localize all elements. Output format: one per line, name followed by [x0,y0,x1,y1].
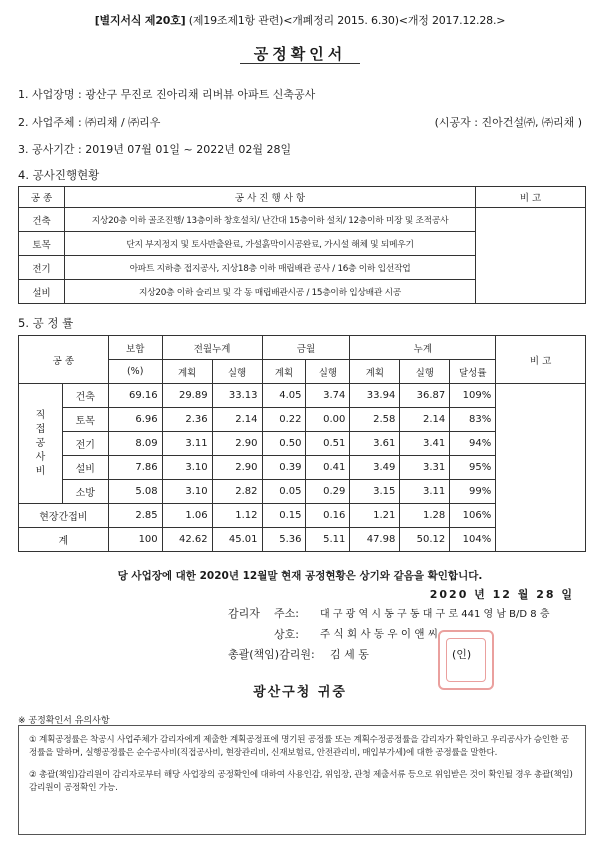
cell-cum-actual: 3.31 [400,456,450,480]
header-weight: 보합 [108,336,162,360]
cell-rate: 99% [450,480,496,504]
cell-prev-actual: 45.01 [212,528,262,552]
cell-cum-actual: 1.28 [400,504,450,528]
cell-prev-actual: 2.14 [212,408,262,432]
cell-month-plan: 5.36 [262,528,306,552]
firm-name: 주 식 회 사 동 우 이 앤 씨 [320,628,438,640]
cell-cum-actual: 2.14 [400,408,450,432]
cell-cum-actual: 3.41 [400,432,450,456]
chief-label: 총괄(책임)감리원: [228,648,315,661]
cell-prev-actual: 2.90 [212,432,262,456]
row-name: 계 [19,528,109,552]
header-actual: 실행 [306,360,350,384]
section4-title: 4. 공사진행현황 [18,168,100,182]
row-note [476,208,586,304]
cell-cum-plan: 3.49 [350,456,400,480]
direct-char: 직 [35,409,46,421]
cell-note [496,384,586,552]
cell-prev-actual: 1.12 [212,504,262,528]
cell-cum-plan: 2.58 [350,408,400,432]
header-plan: 계획 [350,360,400,384]
header-actual: 실행 [212,360,262,384]
construction-period: 3. 공사기간 : 2019년 07월 01일 ~ 2022년 02월 28일 [18,143,292,156]
header-cum: 누계 [350,336,496,360]
cell-weight: 7.86 [108,456,162,480]
cell-cum-plan: 47.98 [350,528,400,552]
header-progress: 공 사 진 행 사 항 [65,187,476,208]
progress-status-table [18,186,586,304]
cell-prev-plan: 29.89 [162,384,212,408]
cell-prev-actual: 33.13 [212,384,262,408]
row-name: 전기 [62,432,108,456]
direct-char: 접 [35,423,46,435]
cell-weight: 69.16 [108,384,162,408]
header-prev-cum: 전월누계 [162,336,262,360]
table-header-row [19,336,586,360]
chief-name: 김 세 동 [330,648,369,661]
cell-cum-actual: 50.12 [400,528,450,552]
direct-cost-label [19,384,63,504]
cell-cum-actual: 36.87 [400,384,450,408]
cell-month-plan: 4.05 [262,384,306,408]
header-plan: 계획 [162,360,212,384]
header-category: 공 종 [19,187,65,208]
cell-month-actual: 3.74 [306,384,350,408]
notes-box [18,725,586,835]
cell-weight: 5.08 [108,480,162,504]
cell-month-plan: 0.05 [262,480,306,504]
title-underline [240,63,360,64]
cell-rate: 106% [450,504,496,528]
row-description: 지상20층 이하 슬리브 및 각 동 매립배관시공 / 15층이하 입상배관 시공 [65,280,476,304]
cell-month-plan: 0.50 [262,432,306,456]
cell-rate: 109% [450,384,496,408]
form-revision: (제19조제1항 관련)<개폐정리 2015. 6.30)<개정 2017.12.28.> [185,14,506,27]
progress-rate-table [18,335,586,552]
recipient-office: 광산구청 귀중 [253,685,347,700]
cell-weight: 6.96 [108,408,162,432]
cell-month-actual: 0.41 [306,456,350,480]
supervisor-label: 감리자 [228,607,260,620]
issue-date: 2020 년 12 월 28 일 [429,588,574,601]
row-name: 설비 [62,456,108,480]
cell-prev-plan: 3.11 [162,432,212,456]
note-item: ② 총괄(책임)감리원이 감리자로부터 해당 사업장의 공정확인에 대하여 사용인감, 위임장, 관청 제출서류 등으로 위임받은 것이 확인될 경우 총괄(책임)감리원이 공정확인 가능. [29,770,573,793]
seal-mark: (인) [452,648,472,661]
cell-weight: 8.09 [108,432,162,456]
cell-month-actual: 0.29 [306,480,350,504]
row-description: 지상20층 이하 골조진행/ 13층이하 창호설치/ 난간대 15층이하 설치/ 12층이하 미장 및 조적공사 [65,208,476,232]
cell-month-actual: 0.16 [306,504,350,528]
table-row [19,208,586,232]
business-owner: 2. 사업주체 : ㈜리채 / ㈜리우 [18,116,161,129]
firm-label: 상호: [274,628,299,641]
cell-prev-plan: 3.10 [162,480,212,504]
seal-inner-border [446,638,486,682]
address-label: 주소: [274,607,299,620]
site-name: 1. 사업장명 : 광산구 무진로 진아리채 리버뷰 아파트 신축공사 [18,88,316,101]
row-category: 토목 [19,232,65,256]
cell-cum-plan: 33.94 [350,384,400,408]
cell-weight: 2.85 [108,504,162,528]
cell-month-actual: 5.11 [306,528,350,552]
cell-month-plan: 0.22 [262,408,306,432]
cell-rate: 104% [450,528,496,552]
cell-rate: 95% [450,456,496,480]
cell-prev-plan: 1.06 [162,504,212,528]
cell-prev-plan: 42.62 [162,528,212,552]
cell-prev-plan: 3.10 [162,456,212,480]
cell-month-plan: 0.15 [262,504,306,528]
header-note: 비 고 [476,187,586,208]
cell-rate: 94% [450,432,496,456]
row-category: 설비 [19,280,65,304]
cell-weight: 100 [108,528,162,552]
row-name: 소방 [62,480,108,504]
cell-month-actual: 0.00 [306,408,350,432]
confirmation-statement: 당 사업장에 대한 2020년 12월말 현재 공정현황은 상기와 같음을 확인합니다. [117,570,483,582]
cell-cum-plan: 1.21 [350,504,400,528]
section5-title: 5. 공 정 률 [18,316,74,330]
row-name: 현장간접비 [19,504,109,528]
cell-month-actual: 0.51 [306,432,350,456]
cell-prev-actual: 2.82 [212,480,262,504]
cell-cum-plan: 3.61 [350,432,400,456]
cell-cum-actual: 3.11 [400,480,450,504]
cell-rate: 83% [450,408,496,432]
form-number: [별지서식 제20호] [94,14,186,27]
header-weight-unit: (%) [108,360,162,384]
header-note: 비 고 [496,336,586,384]
row-description: 단지 부지정지 및 토사반출완료, 가설흙막이시공완료, 가시설 해체 및 되메우기 [65,232,476,256]
header-month: 금월 [262,336,350,360]
header-rate: 달성률 [450,360,496,384]
contractor: (시공자 : 진아건설㈜, ㈜리채 ) [434,116,582,129]
table-header-row [19,187,586,208]
cell-prev-actual: 2.90 [212,456,262,480]
header-actual: 실행 [400,360,450,384]
cell-cum-plan: 3.15 [350,480,400,504]
table-row [19,384,586,408]
direct-char: 사 [35,451,46,463]
header-category: 공 종 [19,336,109,384]
direct-char: 공 [35,437,46,449]
cell-prev-plan: 2.36 [162,408,212,432]
form-header [0,12,600,28]
page-title: 공정확인서 [253,45,347,63]
row-category: 건축 [19,208,65,232]
direct-char: 비 [35,465,46,477]
notes-title: ※ 공정확인서 유의사항 [18,716,110,726]
note-item: ① 계획공정률은 착공시 사업주체가 감리자에게 제출한 계획공정표에 명기된 공정률 또는 계획수정공정률을 감리자가 확인하고 우리공사가 승인한 공정률을 말하며, 실행공정률은 순수공사비(직접공사비, 현장관리비, 신재보험료, 안전관리비, 매입부가세)에 대한 공정률을 말한다. [29,735,569,758]
supervisor-address: 대 구 광 역 시 동 구 동 대 구 로 441 영 남 B/D 8 층 [320,609,550,620]
row-category: 전기 [19,256,65,280]
row-description: 아파트 지하층 접지공사, 지상18층 이하 매립배관 공사 / 16층 이하 입선작업 [65,256,476,280]
row-name: 토목 [62,408,108,432]
row-name: 건축 [62,384,108,408]
header-plan: 계획 [262,360,306,384]
cell-month-plan: 0.39 [262,456,306,480]
